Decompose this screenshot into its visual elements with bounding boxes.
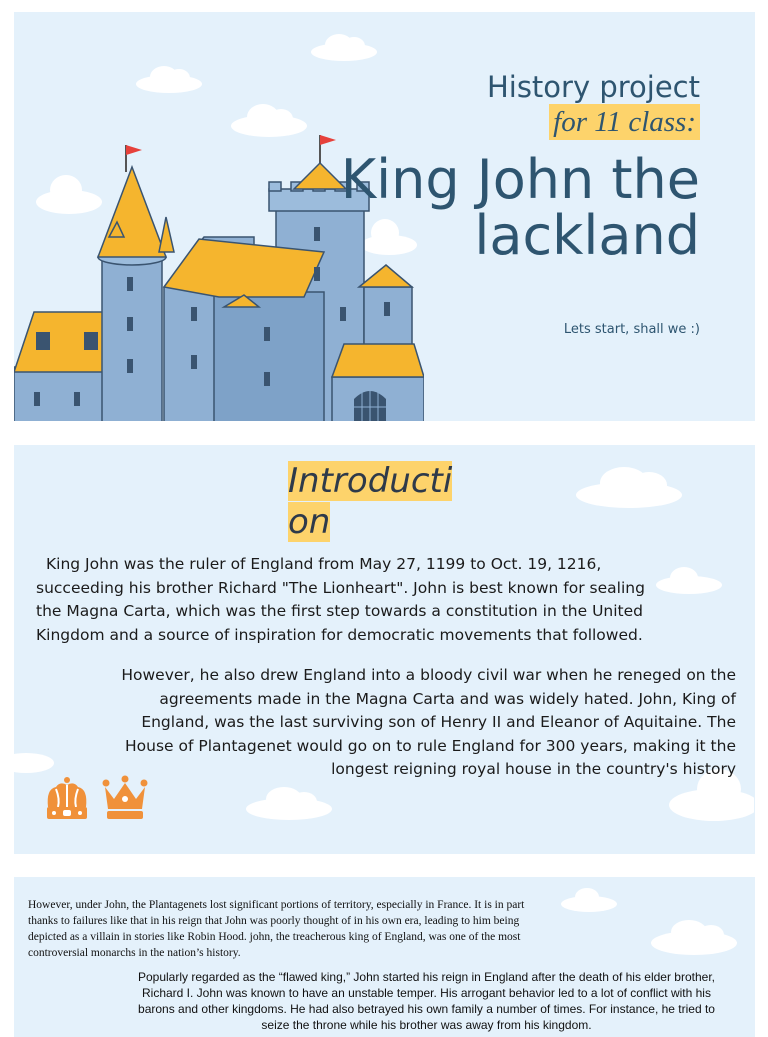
cloud-icon [309,32,379,62]
tagline: Lets start, shall we :) [563,322,700,337]
cloud-icon [244,785,334,821]
cloud-icon [649,917,739,957]
flag-icon [126,145,142,155]
introduction-slide [14,445,755,854]
cloud-icon [574,465,684,510]
details-paragraph-1: However, under John, the Plantagenets lost significant portions of territory, especially in France. It is in part thanks to failures like that in his reign that John was poorly thought of in his own era, leading to him being depicted as a villain in stories like Robin Hood. john, the treacherous king of England, was one of the most controversial monarchs in the nation’s history. [28,899,525,959]
project-subtitle: History project [486,70,700,104]
cloud-icon [134,64,204,94]
cloud-icon [14,745,54,775]
details-slide [14,877,755,1037]
intro-paragraph-1: King John was the ruler of England from May 27, 1199 to Oct. 19, 1216, succeeding his brother Richard "The Lionheart". John is best known for sealing the Magna Carta, which was the first step towards a constitution in the United Kingdom and a source of inspiration for democratic movements that followed. [36,555,645,644]
crown-icon-round [44,775,90,823]
cloud-icon [654,565,724,595]
class-label: for 11 class: [549,104,700,140]
title-slide [14,12,755,421]
intro-paragraph-2: However, he also drew England into a bloody civil war when he reneged on the agreements made in the Magna Carta and was widely hated. John, King of England, was the last surviving son of Henry II and Eleanor of Aquitaine. The House of Plantagenet would go on to rule England for 300 years, making it the longest reigning royal house in the country's history [121,666,736,778]
crown-icons [44,775,148,823]
details-paragraph-2: Popularly regarded as the “flawed king,” John started his reign in England after the death of his elder brother, Richard I. John was known to have an unstable temper. His arrogant behavior led to a lot of conflict with his barons and other kingdoms. He had also betrayed his own family a number of times. For instance, he tried to seize the throne while his brother was away from his kingdom. [137,970,715,1032]
page-title: King John the lackland [340,148,700,267]
crown-icon-pointed [102,775,148,823]
flag-icon [320,135,336,145]
cloud-icon [559,887,619,913]
section-heading: Introduction [288,461,453,542]
